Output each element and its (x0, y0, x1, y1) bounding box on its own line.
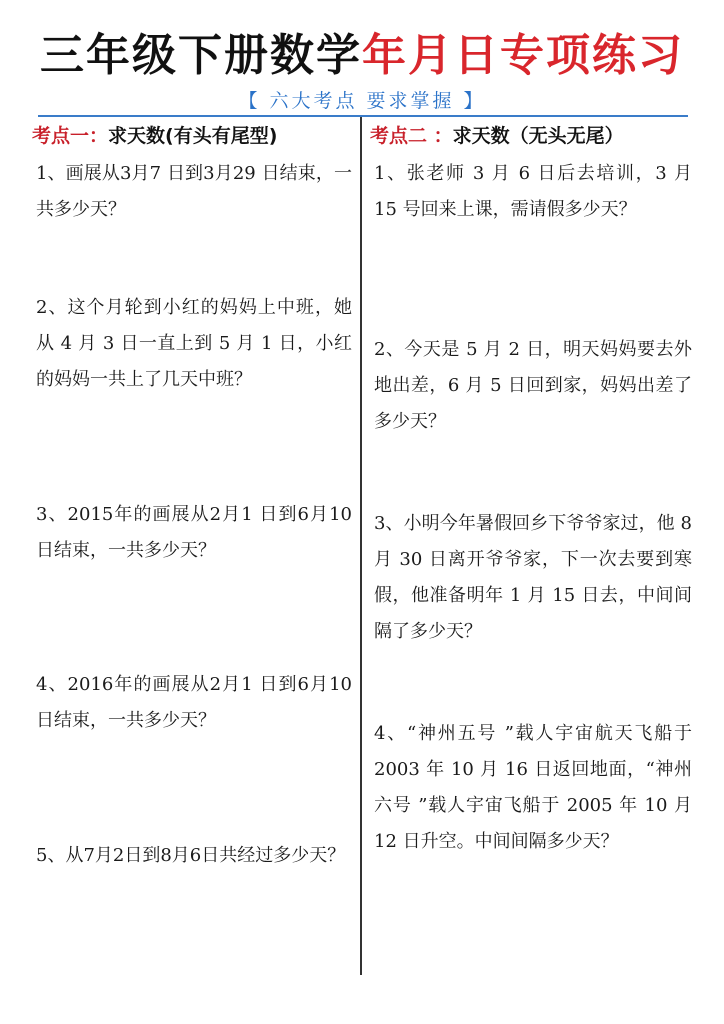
left-question-3: 3、2015年的画展从2月1 日到6月10 日结束，一共多少天？ (36, 504, 352, 561)
right-header-label: 考点二 ： (370, 125, 453, 147)
right-question-1: 1、张老师 3 月 6 日后去培训，3 月 15 号回来上课，需请假多少天？ (374, 163, 692, 220)
title-part-topic: 年月日专项练习 (362, 30, 684, 81)
right-question-2: 2、今天是 5 月 2 日，明天妈妈要去外地出差，6 月 5 日回到家，妈妈出差了多少天？ (374, 339, 692, 432)
left-question-1: 1、画展从3月7 日到3月29 日结束，一共多少天？ (36, 163, 352, 220)
page-title (0, 26, 724, 86)
column-divider (360, 117, 362, 975)
title-part-grade: 三年级下册数学 (40, 30, 362, 81)
left-question-2: 2、这个月轮到小红的妈妈上中班，她从 4 月 3 日一直上到 5 月 1 日，小红的妈妈一共上了几天中班？ (36, 297, 352, 390)
right-section-header (370, 120, 692, 152)
left-header-label: 考点一： (32, 125, 109, 147)
header-rule (38, 115, 688, 117)
right-column (370, 120, 692, 852)
left-header-topic: 求天数(有头有尾型) (108, 125, 278, 147)
left-question-5: 5、从7月2日到8月6日共经过多少天？ (36, 845, 346, 866)
right-question-4: 4、“神州五号 ”载人宇宙航天飞船于 2003 年 10 月 16 日返回地面，“神州六号 ”载人宇宙飞船于 2005 年 10 月 12 日升空。中间间隔多少天？ (374, 723, 692, 852)
left-question-4: 4、2016年的画展从2月1 日到6月10 日结束，一共多少天？ (36, 674, 352, 731)
right-header-topic: 求天数（无头无尾） (452, 125, 624, 147)
page-subtitle: 【 六大考点 要求掌握 】 (238, 90, 486, 112)
left-column (32, 120, 352, 866)
left-section-header (32, 120, 352, 152)
right-question-3: 3、小明今年暑假回乡下爷爷家过，他 8 月 30 日离开爷爷家，下一次去要到寒假，他准备明年 1 月 15 日去，中间间隔了多少天？ (374, 513, 692, 642)
